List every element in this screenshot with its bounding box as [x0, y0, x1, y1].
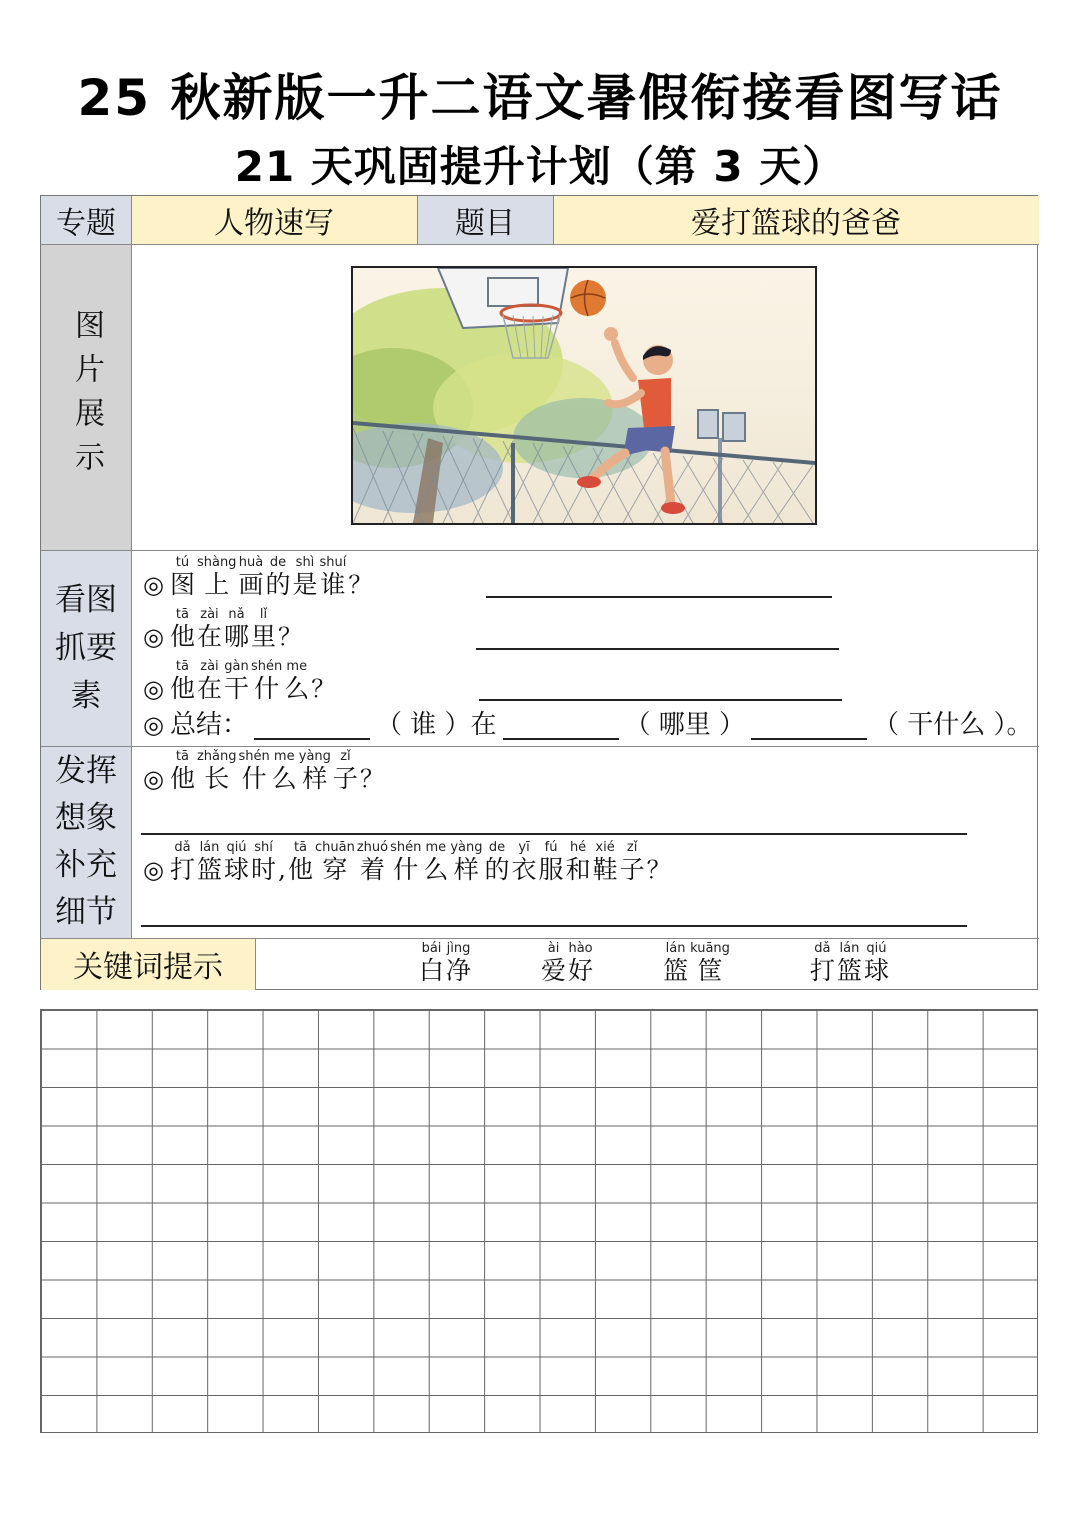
pinyin: zǐ — [340, 749, 351, 764]
pinyin-char — [357, 841, 388, 885]
pinyin-char — [224, 841, 249, 885]
question-where — [143, 608, 302, 652]
pinyin-char — [315, 841, 355, 885]
pinyin: chuān — [314, 840, 355, 855]
pinyin: nǎ — [228, 607, 245, 622]
answer-line-doing[interactable] — [479, 699, 842, 701]
pinyin-char — [251, 841, 276, 885]
hanzi: 球 — [223, 855, 249, 884]
pinyin: shì — [295, 555, 315, 570]
pinyin: yàng — [450, 840, 483, 855]
hanzi: 图 — [169, 570, 195, 599]
hanzi: 篮 — [196, 855, 222, 884]
pinyin-char — [864, 942, 889, 986]
keyword — [810, 942, 891, 986]
answer-line-who[interactable] — [486, 596, 832, 598]
pinyin-char — [320, 556, 347, 600]
pinyin: hào — [568, 941, 593, 956]
pinyin-char — [593, 841, 618, 885]
hanzi: 筐 — [697, 956, 723, 985]
pinyin: shí — [254, 840, 273, 855]
pinyin-char — [197, 608, 222, 652]
pinyin-char — [690, 942, 730, 986]
hanzi: 么 — [284, 674, 310, 703]
bullet-mark: ◎ — [143, 856, 164, 884]
pinyin: de — [488, 840, 506, 855]
hanzi: 么 — [423, 855, 449, 884]
question-doing — [143, 660, 335, 704]
pinyin: shén — [390, 840, 422, 855]
hanzi: 时 — [251, 855, 277, 884]
hanzi: 净 — [446, 956, 472, 985]
question-text — [170, 556, 348, 600]
pinyin-char — [450, 841, 482, 885]
imagination-label-line: 发挥 — [55, 753, 117, 789]
pinyin-char — [197, 556, 236, 600]
hanzi: 好 — [568, 956, 594, 985]
hanzi: 上 — [204, 570, 230, 599]
bullet-mark: ◎ — [143, 711, 164, 739]
imagination-label — [41, 746, 131, 938]
hanzi: 在 — [196, 622, 222, 651]
pinyin: jìng — [446, 941, 471, 956]
pinyin-char — [265, 556, 290, 600]
pinyin-char — [170, 556, 195, 600]
pinyin-char — [272, 750, 297, 794]
hanzi: 爱 — [541, 956, 567, 985]
summary-who-text: （ 谁 ）在 — [375, 710, 497, 740]
pinyin-char — [251, 660, 282, 704]
pinyin: qiú — [866, 941, 887, 956]
keyword — [419, 942, 473, 986]
subject-label: 题目 — [417, 196, 553, 244]
answer-line-where[interactable] — [476, 648, 839, 650]
question-end: ？ — [278, 623, 303, 651]
pinyin: me — [286, 659, 308, 674]
hanzi: 里 — [251, 622, 277, 651]
hanzi: 样 — [453, 855, 479, 884]
summary-label: 总结： — [169, 710, 248, 740]
question-appearance — [143, 750, 384, 794]
pinyin: lǐ — [259, 607, 268, 622]
pinyin: lán — [199, 840, 220, 855]
pinyin: me — [273, 749, 295, 764]
hanzi: 篮 — [836, 956, 862, 985]
pinyin-char — [251, 608, 276, 652]
hanzi: 鞋 — [592, 855, 618, 884]
hanzi: 服 — [538, 855, 564, 884]
pinyin: de — [269, 555, 287, 570]
pinyin: zhuó — [356, 840, 389, 855]
hanzi: 子 — [332, 764, 358, 793]
hanzi: 他 — [169, 674, 195, 703]
hanzi: 和 — [565, 855, 591, 884]
hanzi: 什 — [393, 855, 419, 884]
pinyin-char — [238, 556, 263, 600]
key-elements-label — [41, 550, 131, 746]
pinyin: shén — [238, 749, 270, 764]
hanzi: 什 — [241, 764, 267, 793]
keyword — [663, 942, 732, 986]
pinyin-char — [170, 608, 195, 652]
pinyin-char — [485, 841, 510, 885]
hanzi: 白 — [419, 956, 445, 985]
pinyin-char — [170, 841, 195, 885]
hanzi: 画 — [238, 570, 264, 599]
pinyin-char — [197, 841, 222, 885]
picture-label: 图片展示 — [69, 309, 104, 485]
pinyin: xié — [595, 840, 615, 855]
pinyin: zài — [200, 607, 219, 622]
question-text — [170, 608, 278, 652]
basketball-scene-image — [353, 268, 815, 523]
page-subtitle: 21 天巩固提升计划（第 3 天） — [234, 142, 846, 191]
hanzi: 衣 — [511, 855, 537, 884]
pinyin: tā — [175, 749, 189, 764]
bullet-mark: ◎ — [143, 765, 164, 793]
pinyin — [280, 841, 284, 855]
pinyin: tā — [293, 840, 308, 855]
pinyin-char — [224, 660, 249, 704]
pinyin-char — [566, 841, 591, 885]
pinyin: qiú — [226, 840, 247, 855]
pinyin-char — [239, 750, 270, 794]
question-end: ？ — [311, 675, 336, 703]
key-elements-label-line: 看图 — [55, 582, 117, 618]
bullet-mark: ◎ — [143, 623, 164, 651]
pinyin-char — [224, 608, 249, 652]
pinyin-char — [568, 942, 593, 986]
pinyin: ài — [547, 941, 560, 956]
question-clothes — [143, 841, 671, 885]
pinyin: dǎ — [814, 941, 831, 956]
pinyin-char — [288, 841, 313, 885]
question-end: ？ — [646, 856, 671, 884]
pinyin-char — [170, 750, 195, 794]
imagination-label-line: 补充 — [55, 847, 117, 883]
hanzi: 哪 — [223, 622, 249, 651]
pinyin: hé — [569, 840, 587, 855]
summary-blank-where[interactable] — [503, 712, 619, 740]
pinyin: shàng — [196, 555, 237, 570]
bullet-mark: ◎ — [143, 571, 164, 599]
pinyin: lán — [665, 941, 686, 956]
pinyin-char — [333, 750, 358, 794]
bullet-mark: ◎ — [143, 675, 164, 703]
pinyin-char — [512, 841, 537, 885]
hanzi: 穿 — [322, 855, 348, 884]
summary-where-text: （ 哪里 ） — [624, 710, 746, 740]
summary-blank-what[interactable] — [751, 712, 867, 740]
question-text — [170, 841, 647, 885]
hanzi: 子 — [619, 855, 645, 884]
hanzi: 谁 — [320, 570, 346, 599]
hanzi: 的 — [265, 570, 291, 599]
hanzi: 是 — [292, 570, 318, 599]
hanzi: 的 — [484, 855, 510, 884]
pinyin-char — [663, 942, 688, 986]
hanzi: 打 — [169, 855, 195, 884]
summary-blank-who[interactable] — [254, 712, 370, 740]
hanzi: 球 — [863, 956, 889, 985]
pinyin-char — [539, 841, 564, 885]
writing-grid[interactable] — [40, 1009, 1038, 1433]
pinyin: zhǎng — [196, 749, 237, 764]
pinyin-char — [810, 942, 835, 986]
pinyin: fú — [544, 840, 558, 855]
pinyin: shuí — [319, 555, 347, 570]
keywords-label: 关键词提示 — [41, 938, 255, 990]
question-end: ？ — [359, 765, 384, 793]
pinyin-char — [620, 841, 645, 885]
pinyin-char — [170, 660, 195, 704]
answer-line-appearance[interactable] — [141, 833, 967, 835]
answer-line-clothes[interactable] — [141, 925, 967, 927]
pinyin: kuāng — [690, 941, 730, 956]
pinyin: tú — [175, 555, 190, 570]
question-text — [170, 750, 360, 794]
key-elements-label-line: 抓要 — [55, 630, 117, 666]
subject-value: 爱打篮球的爸爸 — [553, 196, 1039, 244]
hanzi: 样 — [302, 764, 328, 793]
keyword-list — [419, 942, 891, 986]
hanzi: 他 — [169, 764, 195, 793]
pinyin: tā — [175, 659, 189, 674]
hanzi: 他 — [169, 622, 195, 651]
imagination-label-line: 细节 — [55, 894, 117, 930]
hanzi: 在 — [196, 674, 222, 703]
hanzi: , — [278, 855, 286, 884]
hanzi: 什 — [254, 674, 280, 703]
pinyin: zài — [200, 659, 219, 674]
pinyin-char — [292, 556, 317, 600]
pinyin: me — [425, 840, 447, 855]
hanzi: 着 — [359, 855, 385, 884]
hanzi: 篮 — [663, 956, 689, 985]
topic-value: 人物速写 — [131, 196, 417, 244]
pinyin-char — [284, 660, 309, 704]
pinyin-char — [541, 942, 566, 986]
pinyin-char — [197, 660, 222, 704]
imagination-label-line: 想象 — [55, 800, 117, 836]
pinyin: tā — [175, 607, 189, 622]
pinyin: gàn — [224, 659, 249, 674]
summary-what-text: （ 干什么 ）。 — [873, 710, 1033, 740]
topic-label: 专题 — [41, 196, 131, 244]
pinyin: zǐ — [626, 840, 638, 855]
pinyin: dǎ — [174, 840, 191, 855]
question-who — [143, 556, 372, 600]
question-text — [170, 660, 311, 704]
key-elements-label-line: 素 — [70, 678, 102, 714]
hanzi: 么 — [271, 764, 297, 793]
pinyin-char — [419, 942, 444, 986]
page-title: 25 秋新版一升二语文暑假衔接看图写话 — [77, 69, 1003, 127]
hanzi: 他 — [287, 855, 313, 884]
summary-line — [143, 710, 1033, 740]
pinyin: shén — [251, 659, 283, 674]
pinyin-char — [299, 750, 331, 794]
pinyin-char — [197, 750, 237, 794]
picture-label-cell — [41, 244, 131, 550]
pinyin: huà — [238, 555, 264, 570]
pinyin-char — [837, 942, 862, 986]
hanzi: 打 — [809, 956, 835, 985]
pinyin: yī — [518, 840, 530, 855]
basketball-illustration — [351, 266, 817, 525]
pinyin-char — [423, 841, 448, 885]
pinyin: yàng — [298, 749, 331, 764]
pinyin-char — [390, 841, 421, 885]
keyword — [541, 942, 595, 986]
hanzi: 干 — [223, 674, 249, 703]
hanzi: 长 — [204, 764, 230, 793]
pinyin-char — [446, 942, 471, 986]
pinyin: bái — [421, 941, 442, 956]
pinyin: lán — [839, 941, 860, 956]
pinyin-char — [278, 841, 286, 885]
question-end: ？ — [348, 571, 373, 599]
